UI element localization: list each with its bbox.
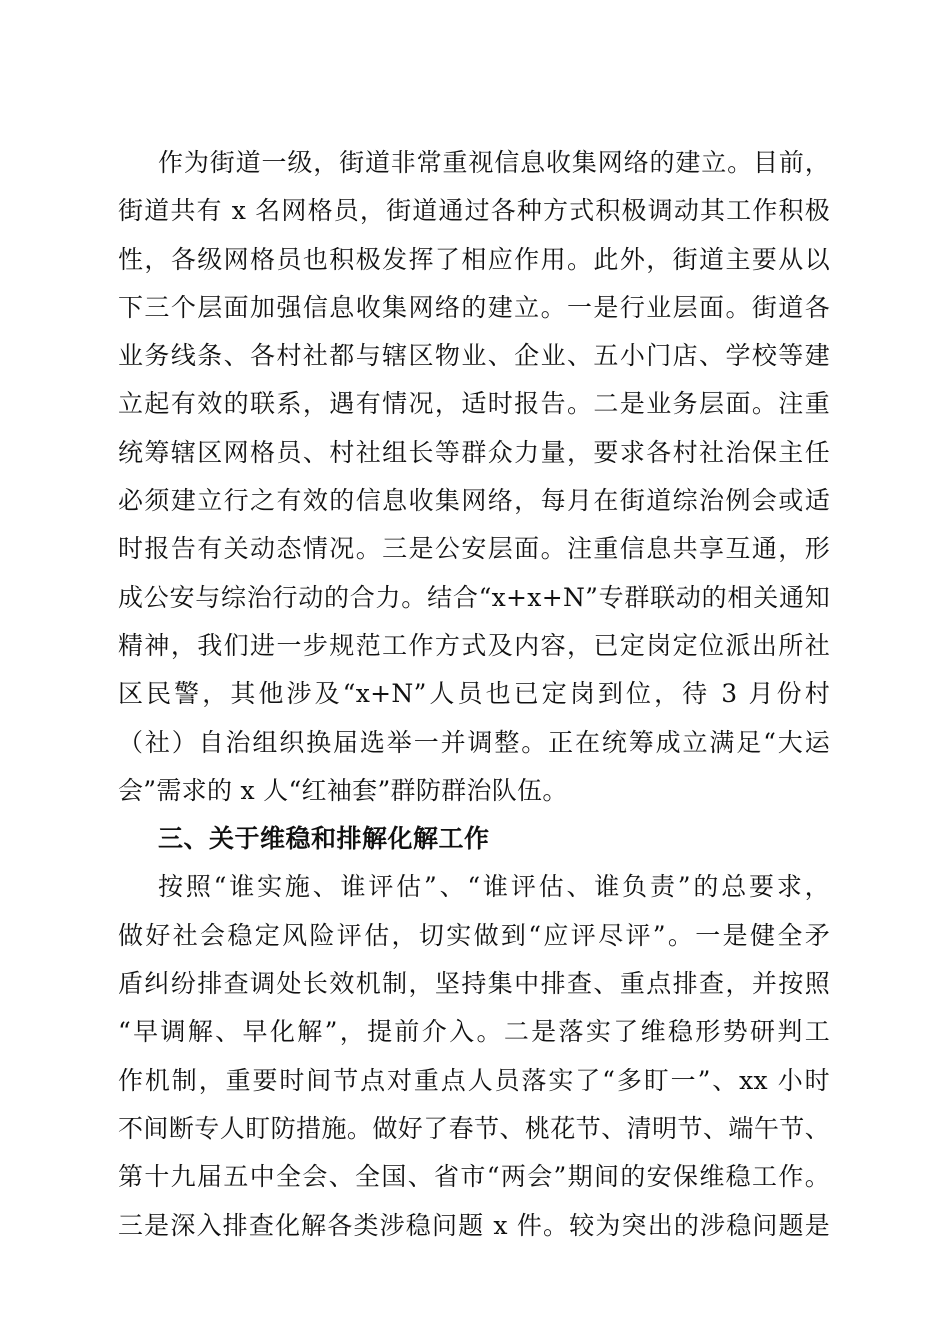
paragraph-line: 盾纠纷排查调处长效机制，坚持集中排查、重点排查，并按照 — [118, 969, 830, 999]
paragraph-line: 成公安与综治行动的合力。结合“x+x+N”专群联动的相关通知 — [118, 582, 830, 612]
document-body — [118, 139, 830, 1250]
paragraph-line: 时报告有关动态情况。三是公安层面。注重信息共享互通，形 — [118, 534, 830, 564]
paragraph-stability — [118, 863, 830, 1249]
paragraph-line: “早调解、早化解”，提前介入。二是落实了维稳形势研判工 — [118, 1017, 830, 1047]
paragraph-line: 立起有效的联系，遇有情况，适时报告。二是业务层面。注重 — [118, 389, 830, 419]
paragraph-line: 街道共有 x 名网格员，街道通过各种方式积极调动其工作积极 — [118, 196, 830, 226]
section-heading: 三、关于维稳和排解化解工作 — [158, 824, 490, 854]
paragraph-line: 按照“谁实施、谁评估”、“谁评估、谁负责”的总要求， — [158, 872, 830, 902]
paragraph-line: 三是深入排查化解各类涉稳问题 x 件。较为突出的涉稳问题是 — [118, 1210, 830, 1240]
paragraph-line: 精神，我们进一步规范工作方式及内容，已定岗定位派出所社 — [118, 630, 830, 660]
paragraph-line: 会”需求的 x 人“红袖套”群防群治队伍。 — [118, 775, 568, 805]
paragraph-line: 业务线条、各村社都与辖区物业、企业、五小门店、学校等建 — [118, 341, 830, 371]
paragraph-line: 作为街道一级，街道非常重视信息收集网络的建立。目前， — [158, 148, 830, 177]
paragraph-line: 下三个层面加强信息收集网络的建立。一是行业层面。街道各 — [118, 292, 830, 322]
paragraph-line: （社）自治组织换届选举一并调整。正在统筹成立满足“大运 — [118, 727, 830, 757]
paragraph-line: 必须建立行之有效的信息收集网络，每月在街道综治例会或适 — [118, 486, 830, 516]
paragraph-line: 作机制，重要时间节点对重点人员落实了“多盯一”、xx 小时 — [118, 1065, 830, 1095]
paragraph-network — [118, 139, 830, 815]
paragraph-line: 性，各级网格员也积极发挥了相应作用。此外，街道主要从以 — [118, 244, 830, 274]
paragraph-line: 区民警，其他涉及“x+N”人员也已定岗到位，待 3 月份村 — [118, 679, 830, 709]
paragraph-line: 做好社会稳定风险评估，切实做到“应评尽评”。一是健全矛 — [118, 920, 830, 950]
paragraph-line: 第十九届五中全会、全国、省市“两会”期间的安保维稳工作。 — [118, 1162, 830, 1192]
paragraph-line: 不间断专人盯防措施。做好了春节、桃花节、清明节、端午节、 — [118, 1113, 830, 1143]
paragraph-line: 统筹辖区网格员、村社组长等群众力量，要求各村社治保主任 — [118, 437, 830, 467]
